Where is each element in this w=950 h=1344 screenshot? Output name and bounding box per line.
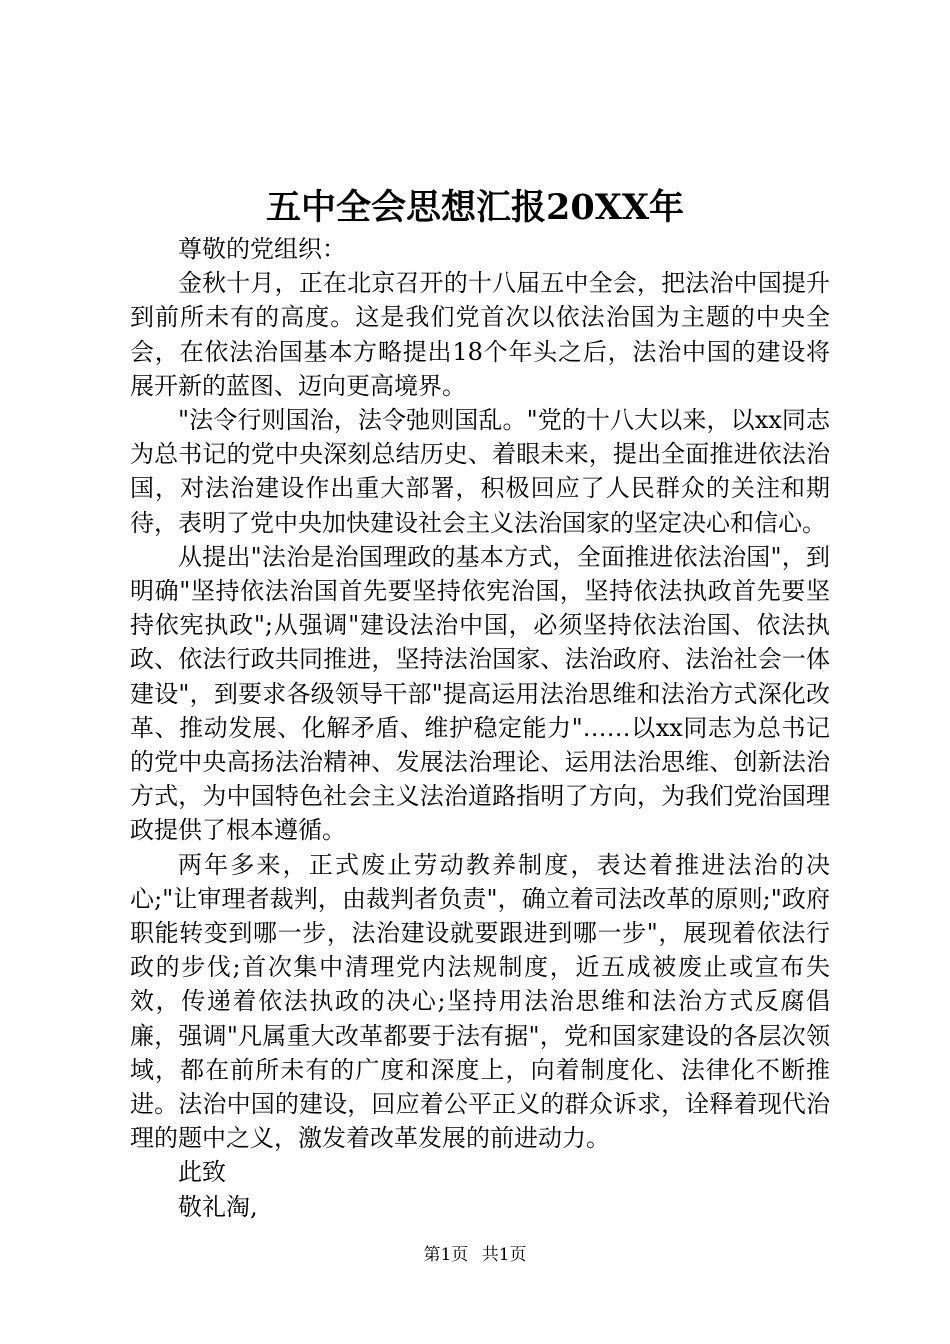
page-footer	[0, 1243, 950, 1267]
document-title: 五中全会思想汇报20XX年	[265, 187, 685, 228]
paragraph-development: 从提出"法治是治国理政的基本方式，全面推进依法治国"，到明确"坚持依法治国首先要坚持依宪治国，坚持依法执政首先要坚持依宪执政";从强调"建设法治中国，必须坚持依法治国、依法执政、依法行政共同推进，坚持法治国家、法治政府、法治社会一体建设"，到要求各级领导干部"提高运用法治思维和法治方式深化改革、推动发展、化解矛盾、维护稳定能力"……以xx同志为总书记的党中央高扬法治精神、发展法治理论、运用法治思维、创新法治方式，为中国特色社会主义法治道路指明了方向，为我们党治国理政提供了根本遵循。	[130, 542, 830, 845]
paragraph-quote: "法令行则国治，法令弛则国乱。"党的十八大以来，以xx同志为总书记的党中央深刻总结历史、着眼未来，提出全面推进依法治国，对法治建设作出重大部署，积极回应了人民群众的关注和期待，表明了党中央加快建设社会主义法治国家的坚定决心和信心。	[130, 406, 830, 537]
document-body	[130, 232, 830, 1224]
page-number: 第1页	[423, 1245, 469, 1265]
page-total: 共1页	[481, 1245, 527, 1265]
closing-salute: 敬礼淘,	[178, 1192, 258, 1221]
salutation: 尊敬的党组织：	[178, 235, 346, 263]
closing-line: 此致	[178, 1158, 226, 1187]
paragraph-intro: 金秋十月，正在北京召开的十八届五中全会，把法治中国提升到前所未有的高度。这是我们党首次以依法治国为主题的中央全会，在依法治国基本方略提出18个年头之后，法治中国的建设将展开新的蓝图、迈向更高境界。	[130, 269, 830, 400]
paragraph-progress: 两年多来，正式废止劳动教养制度，表达着推进法治的决心;"让审理者裁判，由裁判者负责"，确立着司法改革的原则;"政府职能转变到哪一步，法治建设就要跟进到哪一步"，展现着依法行政的步伐;首次集中清理党内法规制度，近五成被废止或宣布失效，传递着依法执政的决心;坚持用法治思维和法治方式反腐倡廉，强调"凡属重大改革都要于法有据"，党和国家建设的各层次领域，都在前所未有的广度和深度上，向着制度化、法律化不断推进。法治中国的建设，回应着公平正义的群众诉求，诠释着现代治理的题中之义，激发着改革发展的前进动力。	[130, 850, 830, 1153]
